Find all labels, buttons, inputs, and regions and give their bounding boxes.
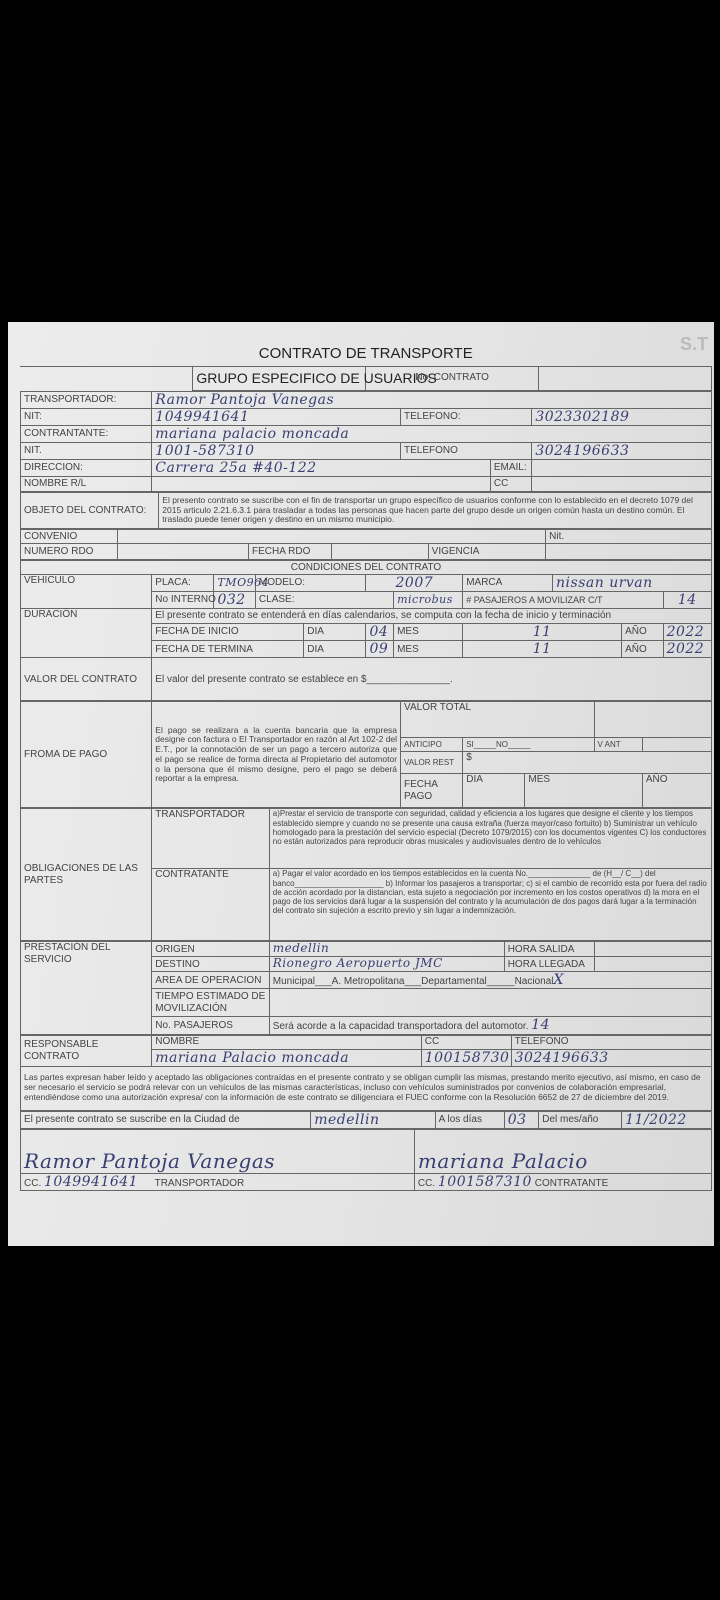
contratante-value: mariana palacio moncada [152,425,712,442]
destino-value: Rionegro Aeropuerto JMC [269,957,504,972]
label: MES [394,641,463,658]
label: DIA [463,774,525,808]
pago-text: El pago se realizara a la cuenta bancaria que la empresa designe con factura o El Transportador en razón al Art 102-2 del E.T., por la connotación de ser un pago a tercero autoriza que el pago se realice de forma directa al Propietario del automotor o la persona que él mismo designe, pero el pago se deberá reportar a la empresa. [152,702,401,808]
label: NUMERO RDO [21,543,118,559]
label: NOMBRE [152,1035,421,1049]
responsable-table [20,1035,712,1111]
label: VALOR DEL CONTRATO [21,658,152,701]
label: CC. [417,1177,436,1189]
label: ORIGEN [152,942,269,957]
label: AREA DE OPERACION [152,972,269,989]
label: FECHA DE INICIO [152,624,304,641]
logo-watermark: S.T [679,334,708,354]
label: TRANSPORTADOR: [21,391,152,408]
label: NOMBRE R/L [21,476,152,491]
label: TRANSPORTADOR [152,809,269,869]
label: VIGENCIA [428,543,545,559]
fin-ano: 2022 [663,641,711,658]
objeto-label: OBJETO DEL CONTRATO: [21,492,159,528]
label: CONTRATANTE [152,869,269,941]
label: El presente contrato se suscribe en la Ciudad de [21,1111,311,1128]
label: CC [490,476,531,491]
anticipo-si-no: SI_____NO_____ [463,738,594,752]
placa-value: TMO964 [214,574,255,591]
header-table [20,342,712,391]
valor-text: El valor del presente contrato se establece en $_______________. [152,658,712,701]
responsable-nombre: mariana Palacio moncada [152,1049,421,1066]
label: AÑO [642,774,711,808]
contratante-signature: mariana Palacio [414,1129,711,1173]
pasajeros-text: Será acorde a la capacidad transportadora del automotor. [272,1021,529,1033]
label: PLACA: [152,574,214,591]
label: MODELO: [255,574,366,591]
label: # PASAJEROS A MOVILIZAR C/T [463,592,663,609]
telefono-value: 3023302189 [532,408,712,425]
label: Del mes/año [539,1111,622,1128]
label: TELEFONO [401,442,532,459]
convenio-table [20,529,712,560]
label: DIA [304,624,366,641]
label: NIT: [21,408,152,425]
label: MES [525,774,642,808]
duracion-text: El presente contrato se entenderá en días calendarios, se computa con la fecha de inicio y terminación [152,609,712,624]
label: AÑO [622,624,663,641]
label: CC. [24,1177,42,1189]
pasajeros-value: 14 [531,1017,551,1034]
mesano-value: 11/2022 [622,1111,712,1128]
objeto-text: El presento contrato se suscribe con el fin de transportar un grupo específico de usuarios conforme con lo establecido en el decreto 1079 del 2015 articulo 2.21.6.3.1 para trasladar a todas las personas que hacen parte del grupo desde un origen común hasta un destino común. El traslado puede tener origen y destino en un mismo municipio. [159,492,712,528]
section-title: CONDICIONES DEL CONTRATO [21,560,712,574]
label: HORA SALIDA [504,942,594,957]
clausula-text: Las partes expresan haber leído y aceptado las obligaciones contraídas en el presente contrato y se obligan cumplir las mismas, prestando merito ejecutivo, así mismo, en caso de ser necesario el servicio se podrá relevar con un vehículos de las mismas características, incluso con vehículos suministrados por convenios de colaboración empresarial, entendiéndose como una autorización expresa/ con la información de este contrato se diligenciara el FUEC conforme con la Resolución 6652 de 27 de diciembre del 2019. [21,1066,712,1110]
label: VALOR TOTAL [401,702,594,738]
transportador-obligaciones: a)Prestar el servicio de transporte con seguridad, calidad y eficiencia a los lugares que designe el cliente y los tiempos establecido siempre y cuando no se presente una causa extraña (fuerza mayor/caso fortuito) b) Suministrar un vehículo homologado para la prestación del servicio especial (Decreto 1079/2015) con los documentos vigentes C) los conductores no están autorizados para reproducir obras musicales y audiovisuales dentro de lo vehículos [269,809,711,869]
label: FECHA PAGO [401,774,463,808]
telefono2-value: 3024196633 [532,442,712,459]
contratante-cc: 1001587310 [437,1173,532,1190]
label: TIEMPO ESTIMADO DE MOVILIZACIÓN [152,989,269,1017]
label: CONTRATANTE [534,1177,609,1189]
label: FECHA DE TERMINA [152,641,304,658]
interno-value: 032 [214,592,255,609]
label: NIT. [21,442,152,459]
label: CONVENIO [21,529,118,543]
objeto-table [20,492,712,529]
contratante-obligaciones: a) Pagar el valor acordado en los tiempos establecidos en la cuenta No.______________ de (H__/ C__) del banco____________________ b) Informar los pasajeros a transportar; c) si el cambio de recorrido esta por fuera del radio de acción acordado por la distancian, esta sujeto a negociación por incremento en los costos operativos d) la mora en el pago de los servicios dará lugar a la suspensión del contrato y la acumulación de dos pagos dará lugar a la terminación del contrato sin sujeción a escrito previo y sin lugar a indemnización. [269,869,711,941]
nit2-value: 1001-587310 [152,442,401,459]
label: DURACIÓN [21,609,152,658]
label: Nit. [546,529,712,543]
document-title: CONTRATO DE TRANSPORTE [258,345,473,363]
label: MARCA [463,574,553,591]
responsable-telefono: 3024196633 [511,1049,711,1066]
label: RESPONSABLE CONTRATO [21,1035,152,1066]
label: TRANSPORTADOR [154,1177,245,1189]
label: A los días [435,1111,504,1128]
inicio-mes: 11 [463,624,622,641]
label: OBLIGACIONES DE LAS PARTES [21,809,152,941]
label: No. PASAJEROS [152,1017,269,1034]
origen-value: medellin [269,942,504,957]
suscripcion-table [20,1111,712,1129]
label: MES [394,624,463,641]
transportador-cc: 1049941641 [44,1173,139,1190]
fin-mes: 11 [463,641,622,658]
label: DIA [304,641,366,658]
clase-value: microbus [394,592,463,609]
label: DIRECCION: [21,459,152,476]
label: FECHA RDO [249,543,332,559]
label: AÑO [622,641,663,658]
document-subtitle: GRUPO ESPECIFICO DE USUARIOS [193,366,366,390]
condiciones-table [20,560,712,701]
inicio-ano: 2022 [663,624,711,641]
label: CONTRANTANTE: [21,425,152,442]
transportador-signature: Ramor Pantoja Vanegas [21,1129,415,1173]
label: CC [421,1035,511,1049]
inicio-dia: 04 [366,624,394,641]
label: DESTINO [152,957,269,972]
label: PRESTACIÓN DEL SERVICIO [21,942,152,1034]
pago-table [20,701,712,808]
ciudad-value: medellin [311,1111,435,1128]
label: No INTERNO [152,592,214,609]
label: TELEFONO [511,1035,711,1049]
modelo-value: 2007 [366,574,463,591]
dias-value: 03 [504,1111,539,1128]
label: VEHICULO [21,574,152,608]
contract-number-label: No. CONTRATO [366,366,539,390]
nit-value: 1049941641 [152,408,401,425]
label: CLASE: [255,592,393,609]
firmas-table [20,1129,712,1191]
pasajeros-value: 14 [663,592,711,609]
label: EMAIL: [490,459,531,476]
servicio-table [20,941,712,1034]
label: VALOR REST [401,752,463,774]
label: V ANT [594,738,642,752]
fin-dia: 09 [366,641,394,658]
contract-document [8,322,714,1246]
marca-value: nissan urvan [553,574,712,591]
direccion-value: Carrera 25a #40-122 [152,459,491,476]
label: FROMA DE PAGO [21,702,152,808]
parties-table [20,391,712,492]
label: HORA LLEGADA [504,957,594,972]
obligaciones-table [20,808,712,941]
responsable-cc: 100158730 [421,1049,511,1066]
area-mark: X [553,972,564,989]
area-options: Municipal___A. Metropolitana___Departamental_____Nacional [272,976,554,988]
label: ANTICIPO [401,738,463,752]
dollar-sign: $ [463,752,712,774]
label: TELEFONO: [401,408,532,425]
transportador-value: Ramor Pantoja Vanegas [152,391,712,408]
